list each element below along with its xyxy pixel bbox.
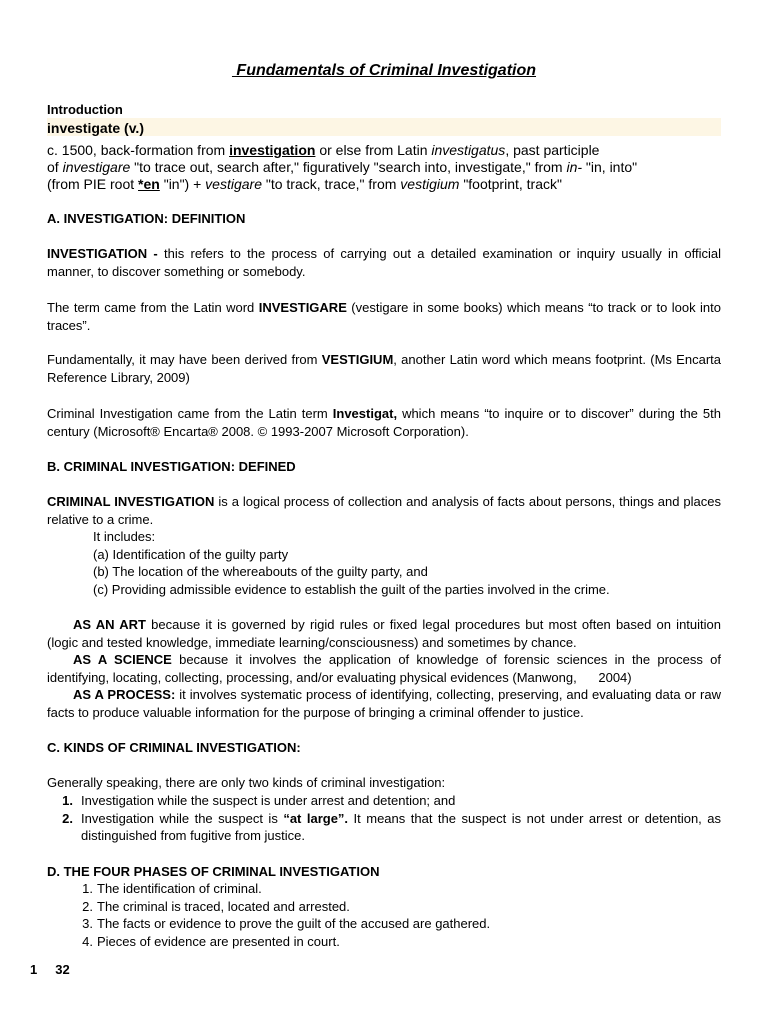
term: AS A SCIENCE [73,652,172,667]
term: “at large”. [283,810,349,826]
para-text: because it is governed by rigid rules or fixed legal procedures but most often based on intuition (logic and tested knowledge, immediate learning/consciousness) and sometimes by chance. [47,617,721,650]
list-item [47,792,721,810]
includes-label: It includes: [93,529,156,544]
kinds-list [47,792,721,845]
etym-latin: vestigare [205,176,262,192]
section-c-intro: Generally speaking, there are only two kinds of criminal investigation: [47,775,446,790]
section-b-para-1 [47,493,721,529]
etym-latin: investigatus [431,142,506,158]
headword-bar [47,118,721,136]
term: AS A PROCESS: [73,687,176,702]
as-process-para [47,686,721,722]
page-title: Fundamentals of Criminal Investigation [231,62,537,79]
para-text: it involves systematic process of identifying, collecting, preserving, and evaluating data or raw facts to produce valuable information for the purpose of bringing a criminal offender to justice. [47,687,721,720]
list-text: Investigation while the suspect is under arrest and detention; and [81,793,456,808]
list-item [47,915,721,933]
term: INVESTIGATION - [47,246,158,261]
list-text: The identification of criminal. [97,881,262,896]
etym-text: of [47,159,63,175]
list-number: 3. [82,916,93,931]
section-b-heading: B. CRIMINAL INVESTIGATION: DEFINED [47,459,296,474]
includes-list [93,528,610,598]
para-text: Criminal Investigation came from the Latin term [47,406,333,421]
section-a-para-2 [47,299,721,335]
etym-text: or else from Latin [315,142,432,158]
list-item [47,810,721,845]
term: VESTIGIUM [321,352,394,367]
para-text: , another Latin word which means footprint. (Ms Encarta Reference Library, 2009) [47,352,721,385]
etym-text: , past participle [505,142,600,158]
para-text: because it involves the application of knowledge of forensic sciences in the process of identifying, locating, collecting, processing, and/or evaluating physical evidences (Manwong, 2004) [47,652,725,685]
etym-link-investigation[interactable]: investigation [229,142,316,158]
etym-text: "to trace out, search after," figuratively "search into, investigate," from [130,159,567,175]
list-number: 1. [62,793,73,808]
list-item [47,933,721,951]
list-number: 1. [82,881,93,896]
etym-link-en[interactable]: *en [138,176,160,192]
section-a-para-1 [47,245,721,281]
para-text: which means “to inquire or to discover” during the 5th century (Microsoft® Encarta® 2008. © 1993-2007 Microsoft Corporation). [47,406,721,439]
section-a-para-3 [47,351,721,387]
page-total: 32 [55,962,70,977]
etym-text: (from PIE root [47,176,139,192]
section-c-heading: C. KINDS OF CRIMINAL INVESTIGATION: [47,740,301,755]
page-number [30,962,88,977]
list-item: (b) The location of the whereabouts of the guilty party, and [93,564,428,579]
list-text: Pieces of evidence are presented in court. [97,933,340,949]
para-text: (vestigare in some books) which means “to track or to look into traces”. [47,300,721,333]
list-text-part: It means that the suspect is not under arrest or detention, as distinguished from fugitive from justice. [81,810,721,843]
list-item: (c) Providing admissible evidence to establish the guilt of the parties involved in the crime. [93,581,610,597]
section-a-heading: A. INVESTIGATION: DEFINITION [47,211,246,226]
list-number: 2. [82,898,93,914]
term: INVESTIGARE [258,300,347,315]
list-item [47,880,721,898]
etym-latin: vestigium [400,176,460,192]
list-item [47,898,721,916]
etym-text: "to track, trace," from [261,176,401,192]
term: CRIMINAL INVESTIGATION [47,494,215,509]
list-number: 2. [62,810,73,826]
term: Investigat, [332,406,398,421]
as-science-para [47,651,725,687]
list-text-part: Investigation while the suspect is [81,810,284,826]
phases-list [47,880,721,950]
etym-text: "in") + [159,176,206,192]
list-text: The facts or evidence to prove the guilt of the accused are gathered. [97,916,491,931]
etym-text: "in, into" [582,159,638,175]
section-d-heading: D. THE FOUR PHASES OF CRIMINAL INVESTIGATION [47,864,380,879]
page-current: 1 [30,962,38,977]
as-art-para [47,616,721,652]
list-number: 4. [82,933,93,949]
headword: investigate (v.) [47,120,144,136]
etym-latin: investigare [62,159,131,175]
para-text: Fundamentally, it may have been derived from [47,352,322,367]
intro-label: Introduction [47,102,123,117]
para-text: The term came from the Latin word [47,300,259,315]
etymology-text [47,142,721,193]
list-item: (a) Identification of the guilty party [93,546,289,562]
para-text: this refers to the process of carrying out a detailed examination or inquiry usually in official manner, to discover something or somebody. [47,246,721,279]
list-text [81,810,721,845]
etym-latin: in- [566,159,583,175]
term: AS AN ART [73,617,146,632]
etym-text: c. 1500, back-formation from [47,142,230,158]
section-a-para-4 [47,405,721,441]
etym-text: "footprint, track" [459,176,562,192]
list-text: The criminal is traced, located and arrested. [97,898,350,914]
para-text: is a logical process of collection and analysis of facts about persons, things and places relative to a crime. [47,494,721,527]
